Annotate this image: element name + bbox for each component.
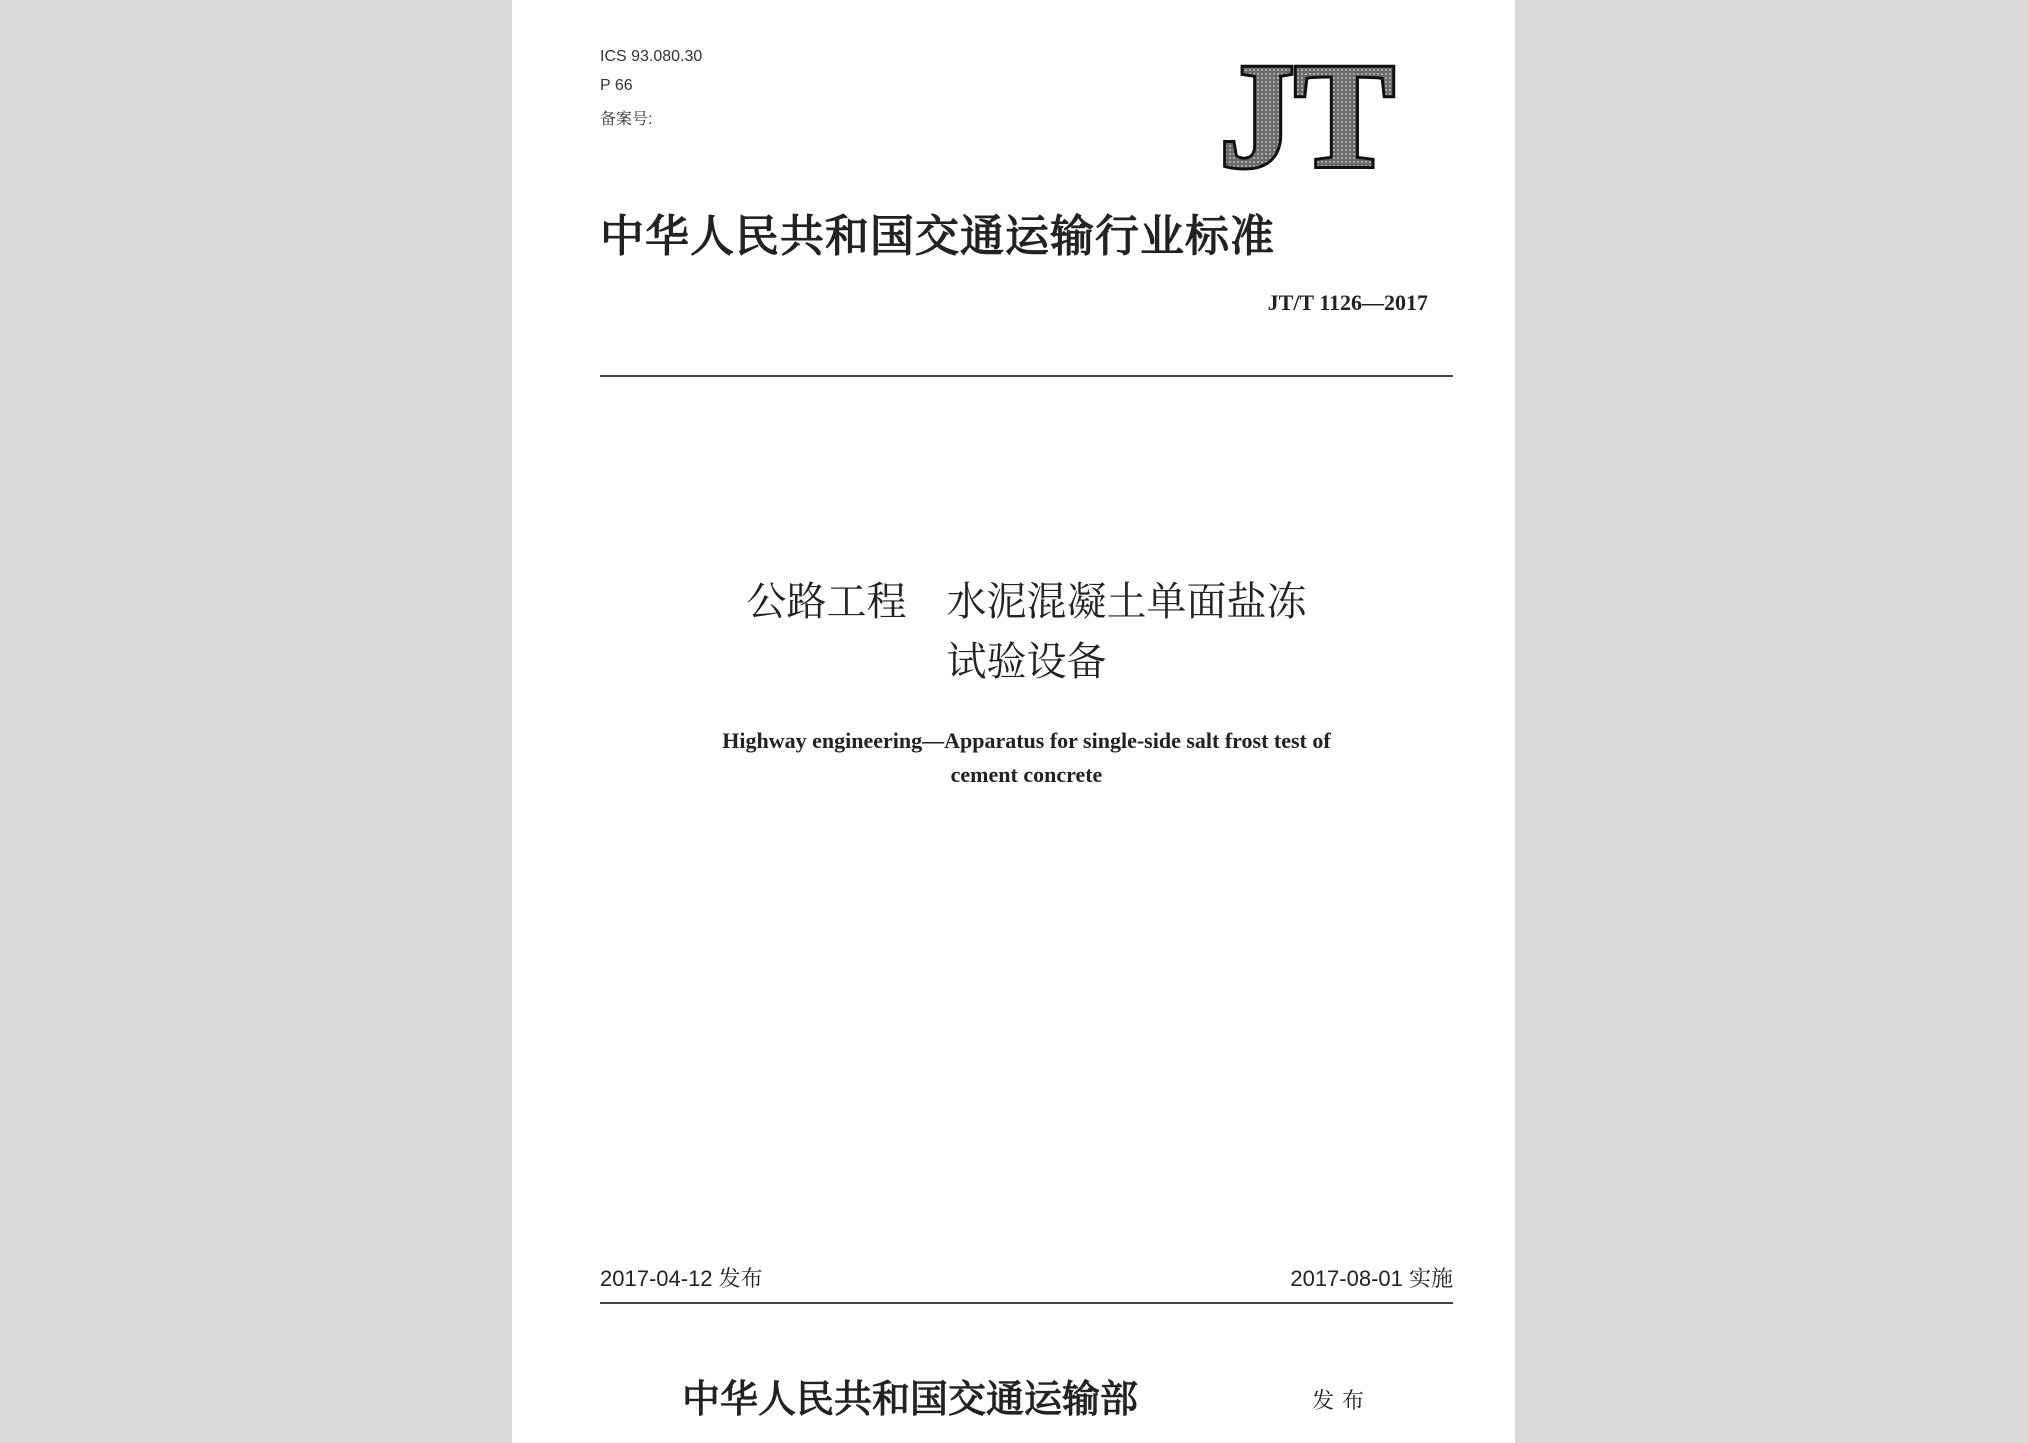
chinese-title-line-2: 试验设备 [946, 639, 1107, 685]
top-divider [600, 375, 1453, 377]
implementation-date: 2017-08-01 实施 [1290, 1266, 1453, 1291]
standard-category-title: 中华人民共和国交通运输行业标准 [600, 211, 1275, 262]
standard-code: JT/T 1126—2017 [1267, 290, 1428, 315]
jt-logo [1192, 48, 1422, 176]
chinese-title-line-1: 公路工程 水泥混凝土单面盐冻 [746, 579, 1307, 625]
bottom-divider [600, 1302, 1453, 1304]
issue-date: 2017-04-12 发布 [600, 1266, 763, 1291]
english-title-line-1: Highway engineering—Apparatus for single-side salt frost test of [722, 728, 1331, 753]
jt-logo-text: JT [1219, 48, 1395, 176]
english-title-line-2: cement concrete [950, 762, 1103, 787]
record-number-label: 备案号: [600, 111, 653, 128]
ics-code: ICS 93.080.30 [600, 48, 703, 65]
classification-code: P 66 [600, 77, 633, 94]
issuing-authority: 中华人民共和国交通运输部 [682, 1376, 1139, 1421]
issuing-authority-suffix: 发布 [1312, 1389, 1373, 1414]
document-page [512, 0, 1515, 1443]
